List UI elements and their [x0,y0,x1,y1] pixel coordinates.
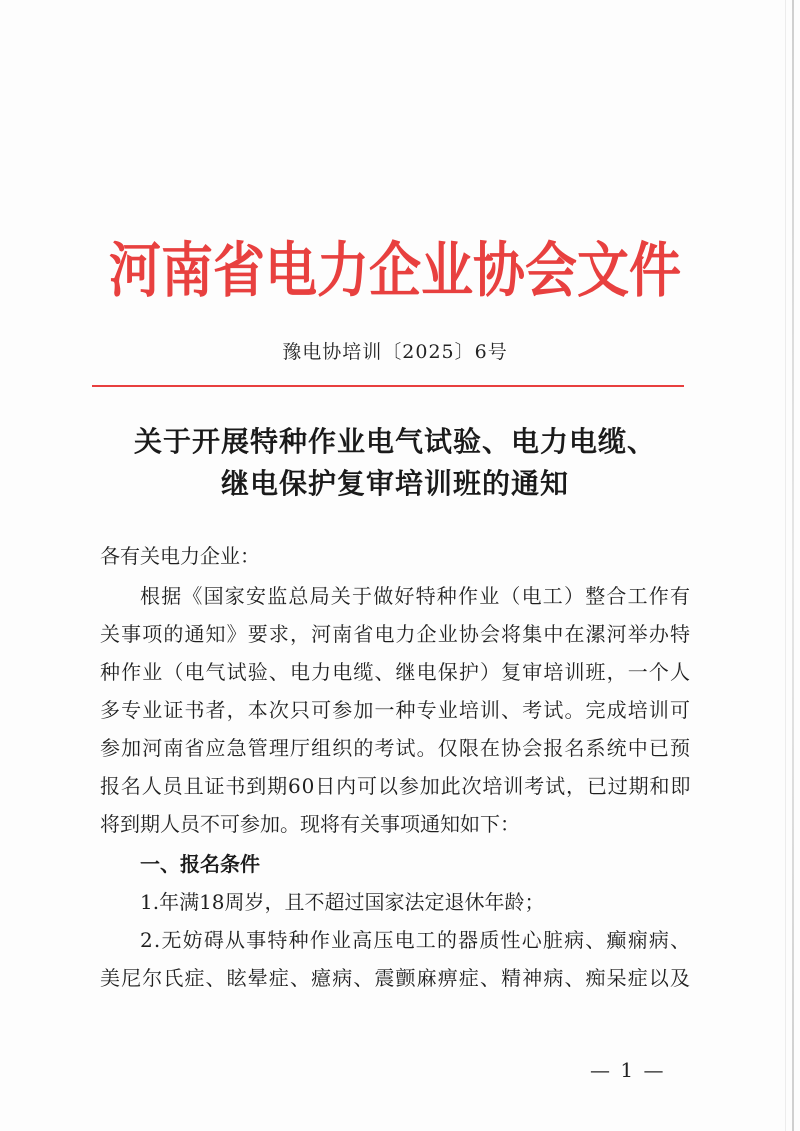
scan-edge-secondary [785,0,786,1131]
section-heading-eligibility: 一、报名条件 [140,852,260,876]
document-number: 豫电协培训〔2025〕6号 [282,341,508,363]
issuer-title: 河南省电力企业协会文件 [108,235,681,306]
condition-item-1: 1.年满18周岁，且不超过国家法定退休年龄； [140,890,545,914]
paragraph-line-1: 根据《国家安监总局关于做好特种作业（电工）整合工作有 [140,584,692,608]
notice-title-line-2: 继电保护复审培训班的通知 [220,467,569,500]
salutation: 各有关电力企业： [100,544,260,568]
paragraph-line-6: 报名人员且证书到期60日内可以参加此次培训考试，已过期和即 [100,774,692,798]
paragraph-line-3: 种作业（电气试验、电力电缆、继电保护）复审培训班，一个人 [100,660,692,684]
paragraph-line-5: 参加河南省应急管理厅组织的考试。仅限在协会报名系统中已预 [100,736,692,760]
paragraph-line-2: 关事项的通知》要求，河南省电力企业协会将集中在漯河举办特 [100,622,692,646]
paragraph-line-7: 将到期人员不可参加。现将有关事项通知如下： [100,812,520,836]
scan-edge [792,0,794,1131]
condition-item-2-line-2: 美尼尔氏症、眩晕症、癔病、震颤麻痹症、精神病、痴呆症以及 [100,966,692,990]
notice-title-line-1: 关于开展特种作业电气试验、电力电缆、 [133,425,656,458]
page-number: — 1 — [590,1058,666,1082]
paragraph-line-4: 多专业证书者，本次只可参加一种专业培训、考试。完成培训可 [100,698,692,722]
condition-item-2-line-1: 2.无妨碍从事特种作业高压电工的器质性心脏病、癫痫病、 [140,928,692,952]
red-divider-line [92,385,684,387]
